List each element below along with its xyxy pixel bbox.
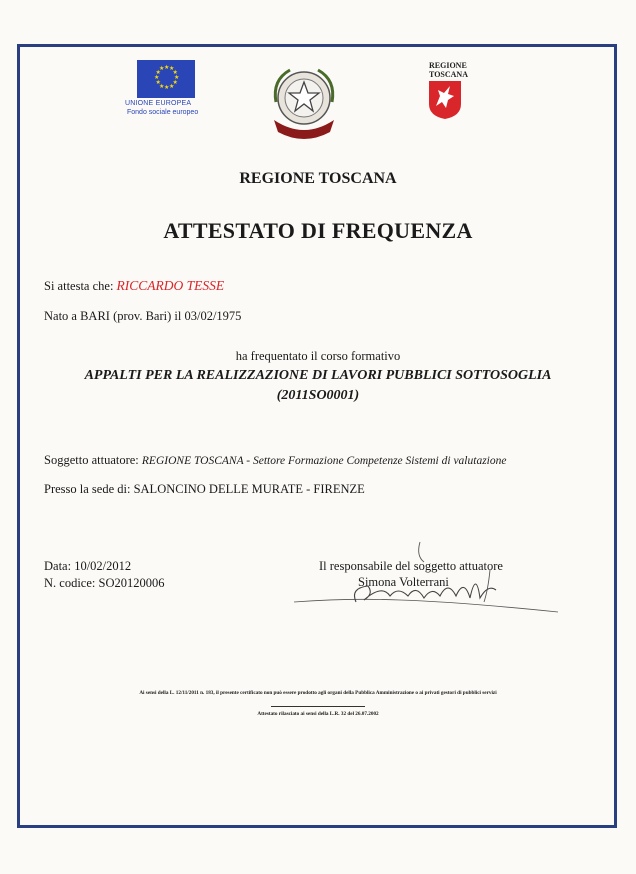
recipient-name: RICCARDO TESSE bbox=[116, 278, 225, 293]
svg-text:★: ★ bbox=[155, 79, 161, 86]
issue-date: Data: 10/02/2012 bbox=[44, 559, 132, 573]
subject-line bbox=[44, 453, 506, 468]
venue-value: SALONCINO DELLE MURATE - FIRENZE bbox=[133, 482, 365, 496]
subject-value: REGIONE TOSCANA - Settore Formazione Competenze Sistemi di valutazione bbox=[141, 455, 507, 467]
eu-flag-logo bbox=[137, 60, 195, 98]
svg-text:★: ★ bbox=[169, 65, 175, 72]
certifies-line bbox=[44, 278, 224, 294]
venue-line bbox=[44, 482, 365, 497]
svg-text:★: ★ bbox=[172, 79, 178, 86]
subject-label: Soggetto attuatore: bbox=[44, 453, 139, 467]
svg-text:★: ★ bbox=[164, 64, 170, 71]
svg-text:★: ★ bbox=[155, 69, 161, 76]
birth-info: Nato a BARI (prov. Bari) il 03/02/1975 bbox=[44, 309, 242, 323]
course-title: APPALTI PER LA REALIZZAZIONE DI LAVORI PUBBLICI SOTTOSOGLIA bbox=[84, 368, 552, 383]
certificate-code: N. codice: SO20120006 bbox=[44, 576, 165, 590]
legal-notice: Ai sensi della L. 12/11/2011 n. 183, il presente certificato non può essere prodotto agli organi della Pubblica Amministrazione o ai privati gestori di pubblici servizi bbox=[139, 690, 497, 696]
eu-caption: UNIONE EUROPEA bbox=[125, 100, 192, 107]
course-code: (2011SO0001) bbox=[276, 388, 360, 403]
certificate-title: ATTESTATO DI FREQUENZA bbox=[163, 218, 473, 243]
region-logo-line2: TOSCANA bbox=[429, 70, 468, 79]
svg-text:★: ★ bbox=[169, 83, 175, 90]
svg-text:★: ★ bbox=[174, 74, 180, 81]
svg-text:★: ★ bbox=[164, 84, 170, 91]
legal-basis: Attestato rilasciato ai sensi della L.R. 32 del 26.07.2002 bbox=[257, 711, 379, 717]
eu-subcaption: Fondo sociale europeo bbox=[127, 109, 199, 116]
svg-text:★: ★ bbox=[159, 83, 165, 90]
handwritten-signature bbox=[290, 540, 560, 620]
region-logo-line1: REGIONE bbox=[429, 61, 467, 70]
responsible-name: Simona Volterrani bbox=[358, 575, 449, 589]
certifies-label: Si attesta che: bbox=[44, 279, 114, 293]
svg-text:★: ★ bbox=[154, 74, 160, 81]
responsible-label: Il responsabile del soggetto attuatore bbox=[319, 559, 503, 573]
svg-text:★: ★ bbox=[172, 69, 178, 76]
venue-label: Presso la sede di: bbox=[44, 482, 131, 496]
attended-line: ha frequentato il corso formativo bbox=[235, 349, 401, 363]
footer-divider bbox=[271, 706, 365, 707]
issuer-heading: REGIONE TOSCANA bbox=[239, 170, 397, 187]
pegasus-shield-icon bbox=[428, 80, 462, 120]
italian-emblem-logo bbox=[266, 62, 342, 142]
svg-text:★: ★ bbox=[159, 65, 165, 72]
